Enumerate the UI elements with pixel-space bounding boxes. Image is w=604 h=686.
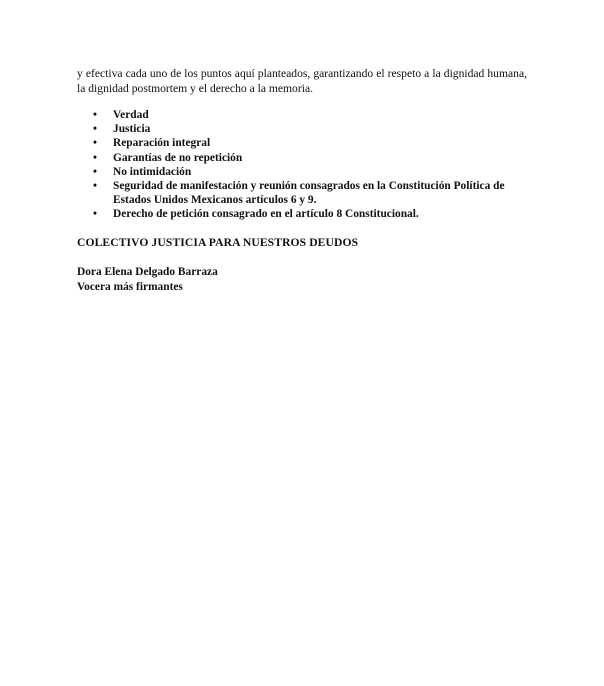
demands-list xyxy=(77,108,537,222)
bullet-icon: • xyxy=(93,137,97,150)
bullet-icon: • xyxy=(93,180,97,193)
signatory-role: Vocera más firmantes xyxy=(77,280,183,293)
demand-item xyxy=(77,136,537,150)
signatory-name: Dora Elena Delgado Barraza xyxy=(77,266,218,278)
demand-text: Reparación integral xyxy=(113,137,211,150)
demand-text: Justicia xyxy=(113,123,151,136)
collective-heading: COLECTIVO JUSTICIA PARA NUESTROS DEUDOS xyxy=(77,236,359,249)
bullet-icon: • xyxy=(93,151,97,164)
demand-item xyxy=(77,165,537,179)
demand-text: Verdad xyxy=(113,109,149,121)
demand-item xyxy=(77,122,537,136)
demand-item xyxy=(77,108,537,122)
bullet-icon: • xyxy=(93,109,97,121)
intro-paragraph: y efectiva cada uno de los puntos aquí planteados, garantizando el respeto a la dignidad humana, la dignidad postmortem y el derecho a la memoria. xyxy=(77,67,527,95)
demand-text: Seguridad de manifestación y reunión consagrados en la Constitución Política de Estados Unidos Mexicanos artículos 6 y 9. xyxy=(113,180,505,207)
demand-text: Garantías de no repetición xyxy=(113,151,243,164)
signature-block xyxy=(77,265,218,294)
demand-item xyxy=(77,151,537,165)
demand-text: No intimidación xyxy=(113,165,192,178)
demand-text: Derecho de petición consagrado en el artículo 8 Constitucional. xyxy=(113,208,419,221)
bullet-icon: • xyxy=(93,123,97,136)
demand-item xyxy=(77,207,537,221)
demand-item xyxy=(77,179,537,207)
bullet-icon: • xyxy=(93,165,97,178)
bullet-icon: • xyxy=(93,208,97,221)
